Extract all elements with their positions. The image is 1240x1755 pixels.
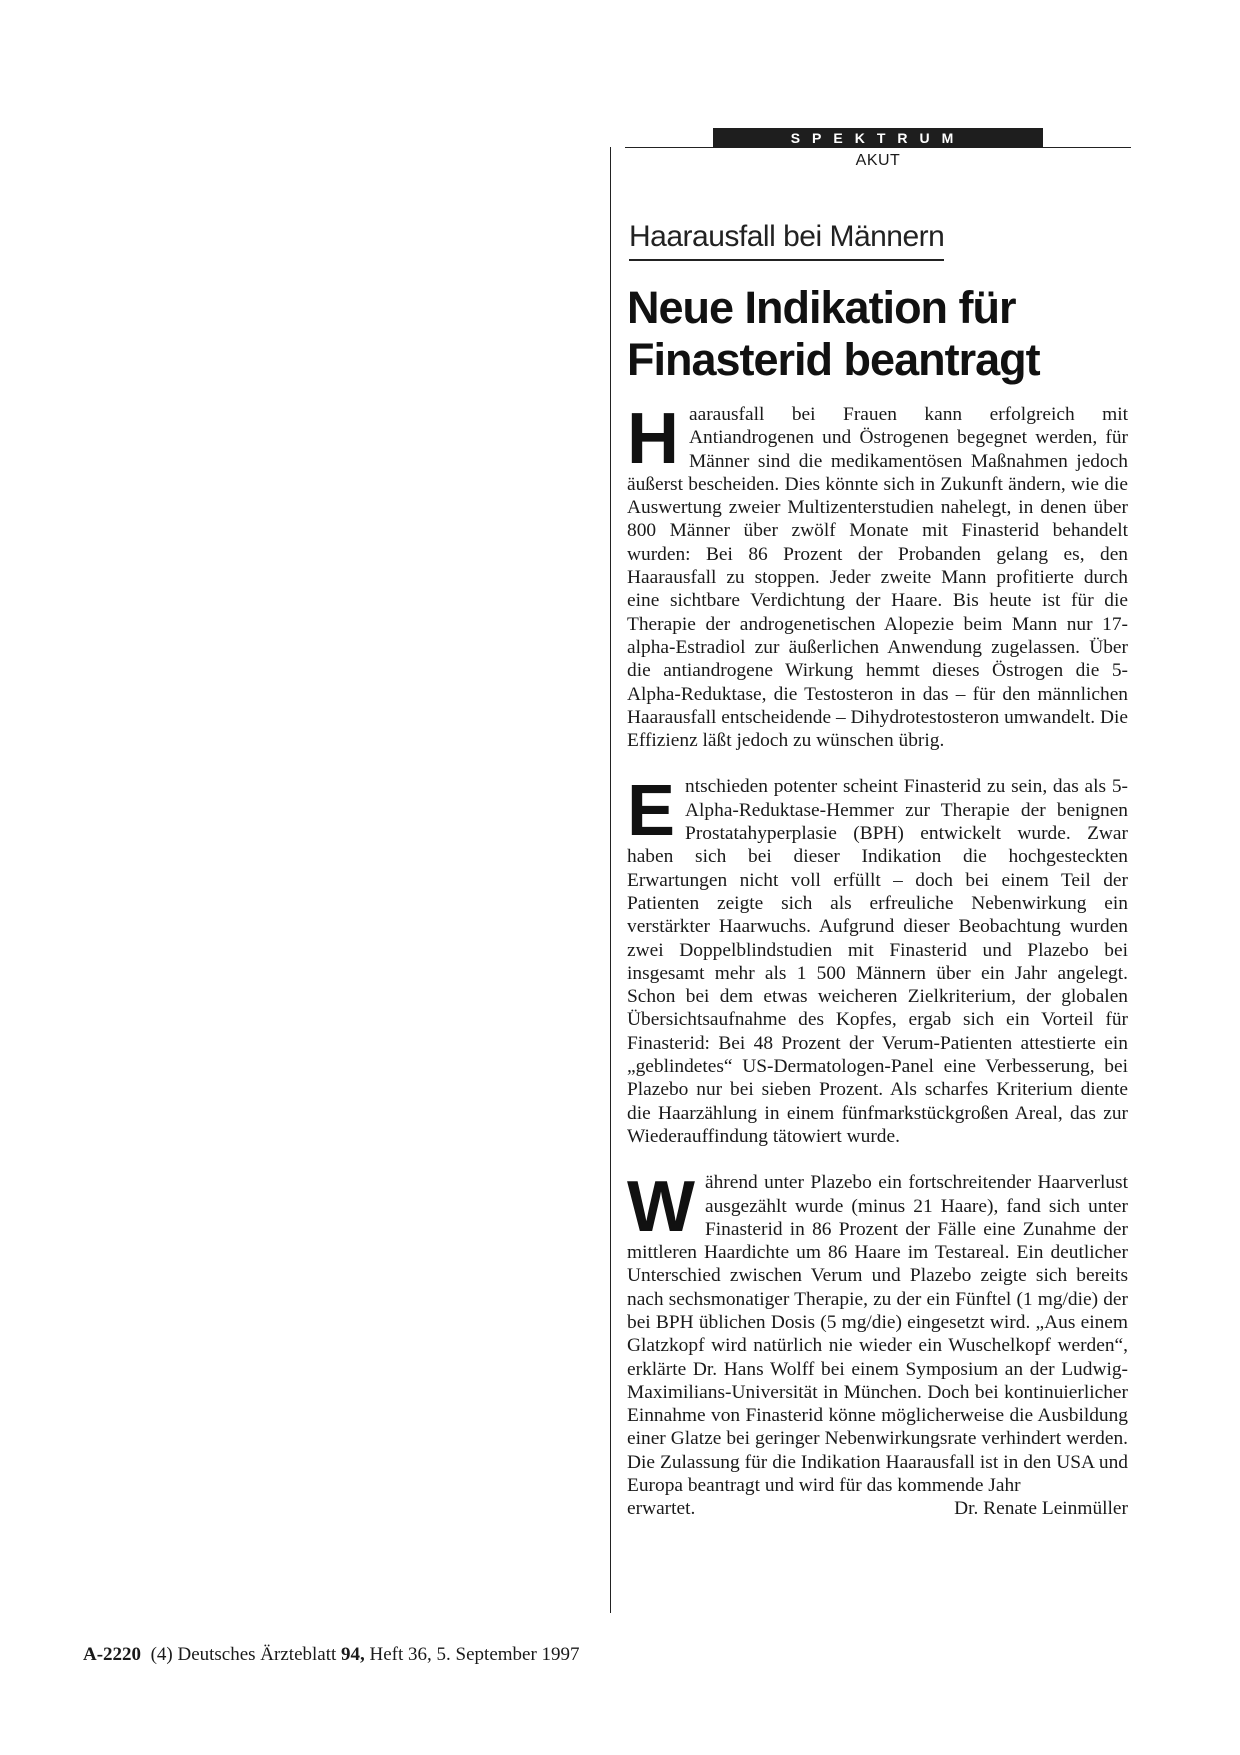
- article-kicker: Haarausfall bei Männern: [629, 218, 944, 261]
- subsection-label: AKUT: [855, 152, 901, 169]
- headline-line-1: Neue Indikation für: [627, 282, 1016, 333]
- issue-suffix: Heft 36, 5. September 1997: [369, 1644, 580, 1665]
- drop-cap: H: [627, 399, 679, 479]
- paragraph-3: [627, 1167, 1128, 1497]
- volume-number: 94,: [341, 1644, 365, 1665]
- page-number: A-2220: [83, 1644, 142, 1665]
- paragraph-2: [627, 771, 1128, 1148]
- article-body: [627, 399, 1128, 1521]
- issue-prefix: (4) Deutsches Ärzteblatt: [150, 1644, 337, 1665]
- author-name: Dr. Renate Leinmüller: [954, 1498, 1128, 1520]
- drop-cap: E: [627, 771, 676, 852]
- drop-cap: W: [627, 1167, 695, 1248]
- last-word: erwartet.: [627, 1498, 696, 1520]
- closing-line: [627, 1497, 1128, 1520]
- section-label: SPEKTRUM: [713, 128, 1043, 148]
- page-footer: [83, 1644, 580, 1666]
- paragraph-text: aarausfall bei Frauen kann erfolgreich mit Antiandrogenen und Östrogenen begegnet werden, für Männer sind die medikamentösen Maßnahmen jedoch äußerst bescheiden. Dies könnte sich in Zukunft ändern, wie die Auswertung zweier Multizenterstudien nahelegt, in denen über 800 Männer über zwölf Monate mit Finasterid behandelt wurden: Bei 86 Prozent der Probanden gelang es, den Haarausfall zu stoppen. Jeder zweite Mann profitierte durch eine sichtbare Verdichtung der Haare. Bis heute ist für die Therapie der androgenetischen Alopezie beim Mann nur 17-alpha-Estradiol zur äußerlichen Anwendung zugelassen. Über die antiandrogene Wirkung hemmt dieses Östrogen die 5-Alpha-Reduktase, die Testosteron in das – für den männlichen Haarausfall entscheidende – Dihydrotestosteron umwandelt. Die Effizienz läßt jedoch zu wünschen übrig.: [627, 404, 1128, 752]
- paragraph-text: ährend unter Plazebo ein fortschreitender Haarverlust ausgezählt wurde (minus 21 Haare), fand sich unter Finasterid in 86 Prozent der Fälle eine Zunahme der mittleren Haardichte um 86 Haare im Testareal. Ein deutlicher Unterschied zwischen Verum und Plazebo zeigte sich bereits nach sechsmonatiger Therapie, zu der ein Fünftel (1 mg/die) der bei BPH üblichen Dosis (5 mg/die) eingesetzt wird. „Aus einem Glatzkopf wird natürlich nie wieder ein Wuschelkopf werden“, erklärte Dr. Hans Wolff bei einem Symposium an der Ludwig-Maximilians-Universität in München. Doch bei kontinuierlicher Einnahme von Finasterid könne möglicherweise die Ausbildung einer Glatze bei geringer Nebenwirkungsrate verhindert werden. Die Zulassung für die Indikation Haarausfall ist in den USA und Europa beantragt und wird für das kommende Jahr: [627, 1172, 1128, 1497]
- column-divider-rule: [610, 147, 611, 1613]
- paragraph-text: ntschieden potenter scheint Finasterid zu sein, das als 5-Alpha-Reduktase-Hemmer zur Therapie der benignen Prostatahyperplasie (BPH) entwickelt wurde. Zwar haben sich bei dieser Indikation die hochgesteckten Erwartungen nicht voll erfüllt – doch bei einem Teil der Patienten zeigte sich als erfreuliche Nebenwirkung ein verstärkter Haarwuchs. Aufgrund dieser Beobachtung wurden zwei Doppelblindstudien mit Finasterid und Plazebo bei insgesamt mehr als 1 500 Männern über ein Jahr angelegt. Schon bei dem etwas weicheren Zielkriterium, der globalen Übersichtsaufnahme des Kopfes, ergab sich ein Vorteil für Finasterid: Bei 48 Prozent der Verum-Patienten attestierte ein „geblindetes“ US-Dermatologen-Panel eine Verbesserung, bei Plazebo nur bei sieben Prozent. Als scharfes Kriterium diente die Haarzählung in einem fünfmarkstückgroßen Areal, das zur Wiederauffindung tätowiert wurde.: [627, 776, 1128, 1147]
- headline-line-2: Finasterid beantragt: [627, 334, 1040, 385]
- article-headline: [627, 282, 1147, 386]
- paragraph-1: [627, 399, 1128, 752]
